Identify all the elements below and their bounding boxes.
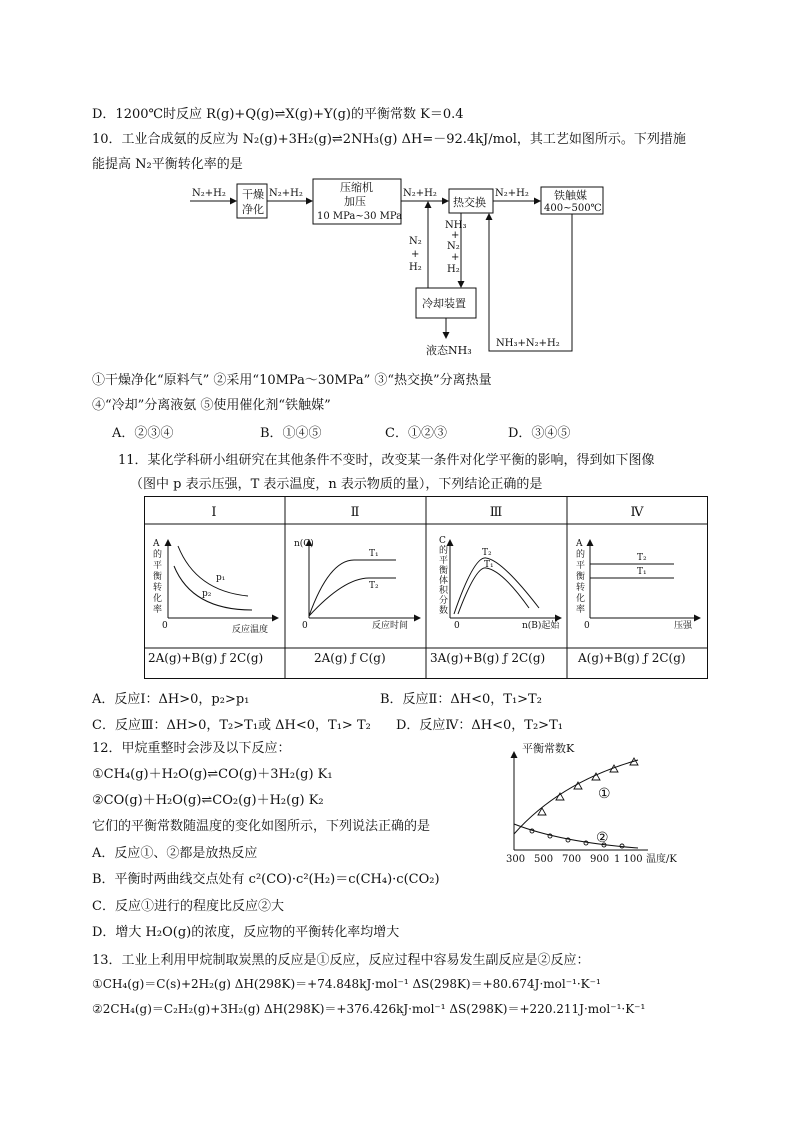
q10-option-a: A．②③④ [112, 426, 174, 441]
svg-text:转: 转 [153, 583, 163, 593]
panel2-reaction: 2A(g) ƒ C(g) [314, 651, 386, 665]
svg-text:T₂: T₂ [637, 553, 647, 563]
compressor-label-3: 10 MPa~30 MPa [317, 211, 403, 222]
svg-text:率: 率 [576, 605, 586, 615]
tick-700: 700 [562, 854, 582, 865]
compressor-label-2: 加压 [344, 195, 366, 208]
svg-text:p₂: p₂ [202, 589, 212, 599]
svg-text:率: 率 [153, 605, 163, 615]
svg-text:的: 的 [439, 546, 449, 556]
q10-option-d: D．③④⑤ [508, 426, 571, 441]
svg-text:衡: 衡 [153, 572, 163, 582]
q10-stem: 10．工业合成氨的反应为 N₂(g)+3H₂(g)⇌2NH₃(g) ΔH=－92.4kJ/mol，其工艺如图所示。下列措施 [92, 132, 686, 147]
q11-option-c: C．反应Ⅲ：ΔH>0，T₂>T₁或 ΔH<0，T₁> T₂ [92, 718, 371, 733]
flow-gas-2: N₂+H₂ [269, 188, 303, 199]
panel4-graph [575, 539, 700, 631]
panel1-graph [152, 539, 278, 635]
svg-text:0: 0 [302, 621, 308, 631]
q12-option-a: A．反应①、②都是放热反应 [92, 846, 258, 861]
svg-text:压强: 压强 [674, 621, 693, 631]
svg-text:化: 化 [576, 594, 586, 604]
liquid-nh3-label: 液态NH₃ [426, 344, 472, 357]
svg-text:T₁: T₁ [369, 549, 379, 559]
chart-xlabel: 温度/K [646, 854, 677, 865]
recycle-plus: + [411, 249, 420, 260]
curve-2-label: ② [596, 830, 609, 846]
chart-ylabel: 平衡常数K [522, 742, 575, 755]
svg-text:反应温度: 反应温度 [232, 625, 269, 635]
svg-text:n(B)起始: n(B)起始 [522, 621, 560, 631]
svg-text:平: 平 [153, 561, 163, 571]
cooler-label: 冷却装置 [422, 297, 466, 310]
q10-items-2: ④“冷却”分离液氨 ⑤使用催化剂“铁触媒” [92, 398, 331, 413]
svg-text:0: 0 [162, 621, 168, 631]
svg-text:平: 平 [576, 561, 586, 571]
svg-text:0: 0 [454, 621, 460, 631]
compressor-label-1: 压缩机 [340, 181, 373, 194]
ammonia-process-flowchart [180, 176, 620, 358]
tick-300: 300 [506, 854, 526, 865]
panel1-reaction: 2A(g)+B(g) ƒ 2C(g) [148, 651, 264, 665]
panel2-graph [294, 538, 420, 631]
panel4-reaction: A(g)+B(g) ƒ 2C(g) [578, 651, 686, 665]
recycle-h2: H₂ [409, 262, 422, 273]
svg-text:的: 的 [576, 550, 586, 560]
q10-items-1: ①干燥净化“原料气” ②采用“10MPa～30MPa” ③“热交换”分离热量 [92, 373, 492, 388]
svg-text:T₂: T₂ [482, 548, 492, 558]
q10-stem-cont: 能提高 N₂平衡转化率的是 [92, 157, 243, 172]
svg-text:n(C): n(C) [294, 539, 314, 549]
curve-1 [514, 760, 638, 834]
q11-option-b: B．反应Ⅱ：ΔH<0，T₁>T₂ [380, 692, 542, 707]
q11-stem-cont: （图中 p 表示压强，T 表示温度，n 表示物质的量），下列结论正确的是 [130, 477, 543, 492]
svg-text:T₁: T₁ [637, 567, 647, 577]
mix-n2: N₂ [447, 241, 460, 252]
catalyst-label-1: 铁触媒 [554, 189, 587, 202]
q11-option-d: D．反应Ⅳ：ΔH<0，T₂>T₁ [396, 718, 563, 733]
svg-text:衡: 衡 [576, 572, 586, 582]
heat-label: 热交换 [453, 196, 486, 209]
flow-in-gas: N₂+H₂ [192, 188, 226, 199]
mix-nh3: NH₃ [445, 220, 467, 231]
svg-text:T₂: T₂ [369, 581, 379, 591]
flow-gas-3: N₂+H₂ [403, 188, 437, 199]
curve-1-markers [538, 758, 638, 815]
curve-1-label: ① [598, 786, 611, 802]
svg-text:体: 体 [439, 576, 449, 586]
svg-text:分: 分 [439, 596, 449, 606]
q10-option-c: C．①②③ [385, 426, 447, 441]
equilibrium-constant-chart [500, 738, 700, 870]
panel3-reaction: 3A(g)+B(g) ƒ 2C(g) [430, 651, 546, 665]
q13-reaction-2: ②2CH₄(g)＝C₂H₂(g)+3H₂(g) ΔH(298K)＝+376.426kJ·mol⁻¹ ΔS(298K)＝+220.211J·mol⁻¹·K⁻¹ [92, 1002, 646, 1016]
mix-plus-1: + [451, 230, 460, 241]
q10-option-b: B．①④⑤ [260, 426, 322, 441]
panel1-roman: Ⅰ [211, 505, 217, 520]
q11-option-a: A．反应Ⅰ：ΔH>0，p₂>p₁ [92, 692, 250, 707]
equilibrium-graphs-table [144, 496, 708, 680]
flow-gas-4: N₂+H₂ [495, 188, 529, 199]
svg-text:转: 转 [576, 583, 586, 593]
tick-500: 500 [534, 854, 554, 865]
svg-text:A: A [153, 539, 160, 549]
svg-text:积: 积 [439, 586, 449, 596]
mix-plus-2: + [451, 252, 460, 263]
svg-text:平: 平 [439, 556, 449, 566]
svg-text:A: A [576, 539, 583, 549]
panel3-graph [439, 536, 561, 631]
tick-1100: 1 100 [614, 854, 643, 865]
catalyst-label-2: 400~500℃ [544, 203, 602, 214]
panel2-roman: Ⅱ [350, 505, 360, 520]
panel3-roman: Ⅲ [489, 505, 503, 520]
dry-label-1: 干燥 [242, 188, 264, 201]
q12-stem: 12．甲烷重整时会涉及以下反应： [92, 741, 291, 756]
q12-option-b: B．平衡时两曲线交点处有 c²(CO)·c²(H₂)＝c(CH₄)·c(CO₂) [92, 872, 440, 887]
curve-2 [514, 824, 638, 848]
q11-stem: 11．某化学科研小组研究在其他条件不变时，改变某一条件对化学平衡的影响，得到如下图像 [118, 453, 655, 468]
svg-text:的: 的 [153, 550, 163, 560]
q12-reaction-1: ①CH₄(g)＋H₂O(g)⇌CO(g)＋3H₂(g) K₁ [92, 767, 333, 782]
return-gas-label: NH₃+N₂+H₂ [496, 338, 560, 349]
q12-option-c: C．反应①进行的程度比反应②大 [92, 899, 284, 914]
svg-text:数: 数 [439, 606, 449, 616]
mix-h2: H₂ [447, 264, 460, 275]
dry-label-2: 净化 [242, 203, 264, 216]
svg-text:C: C [439, 536, 446, 546]
q13-reaction-1: ①CH₄(g)＝C(s)+2H₂(g) ΔH(298K)＝+74.848kJ·mol⁻¹ ΔS(298K)＝+80.674J·mol⁻¹·K⁻¹ [92, 977, 601, 991]
q13-stem: 13．工业上利用甲烷制取炭黑的反应是①反应，反应过程中容易发生副反应是②反应： [92, 953, 590, 968]
svg-text:0: 0 [584, 621, 590, 631]
q12-option-d: D．增大 H₂O(g)的浓度，反应物的平衡转化率均增大 [92, 925, 400, 940]
panel4-roman: Ⅳ [630, 505, 644, 520]
recycle-n2: N₂ [409, 236, 422, 247]
svg-text:p₁: p₁ [216, 573, 226, 583]
svg-text:反应时间: 反应时间 [372, 621, 409, 631]
q12-reaction-2: ②CO(g)＋H₂O(g)⇌CO₂(g)＋H₂(g) K₂ [92, 793, 324, 808]
q12-desc: 它们的平衡常数随温度的变化如图所示，下列说法正确的是 [92, 819, 431, 834]
svg-text:衡: 衡 [439, 566, 449, 576]
tick-900: 900 [590, 854, 610, 865]
svg-text:化: 化 [153, 594, 163, 604]
svg-text:T₁: T₁ [484, 560, 494, 570]
option-d-line: D．1200℃时反应 R(g)+Q(g)⇌X(g)+Y(g)的平衡常数 K＝0.4 [92, 107, 464, 122]
